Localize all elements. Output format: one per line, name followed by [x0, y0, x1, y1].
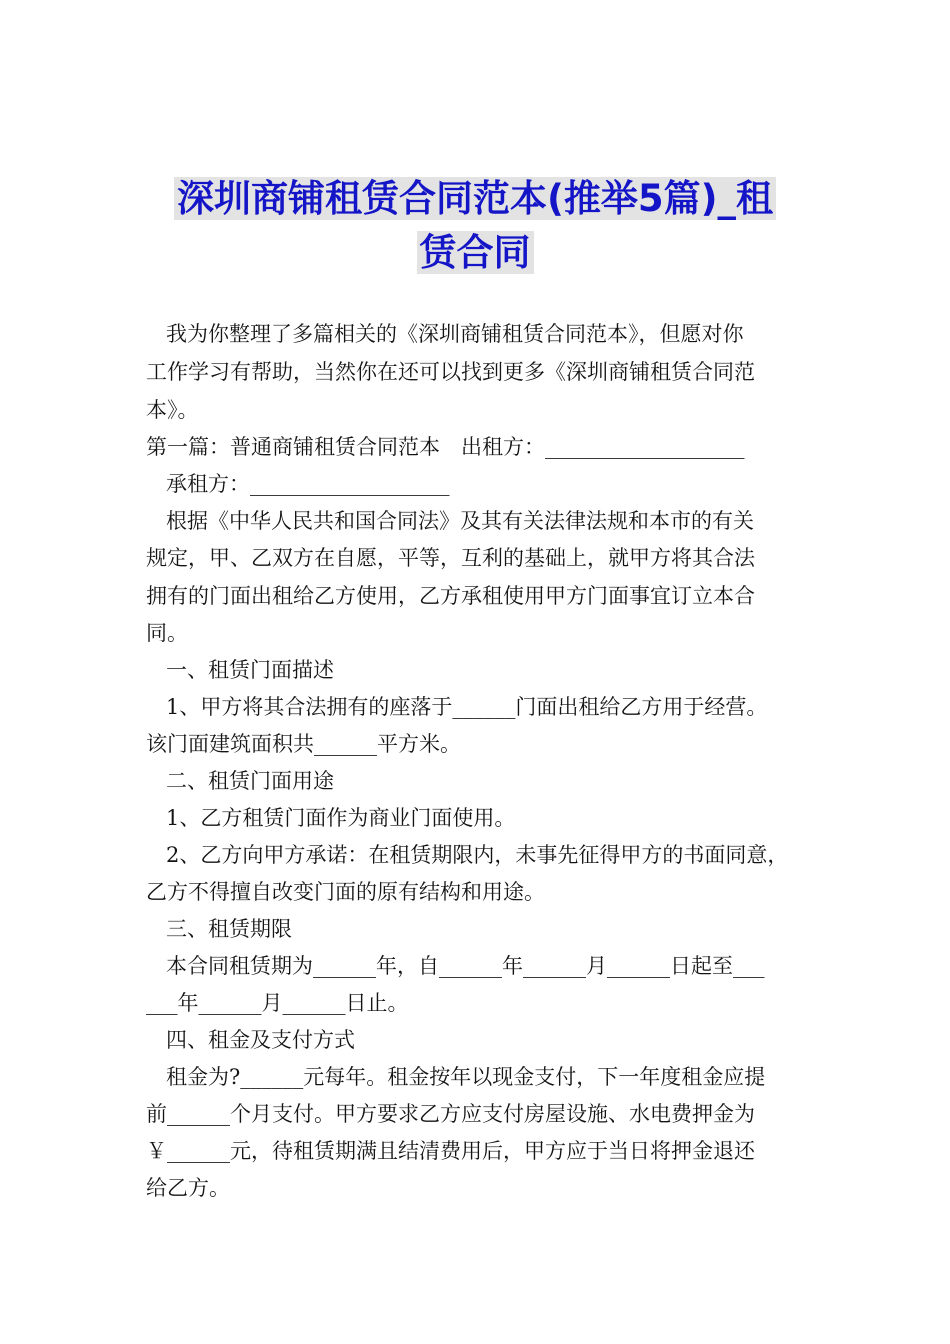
- document-title-line-1: 深圳商铺租赁合同范本(推举5篇)_租: [0, 172, 950, 226]
- tenant-line: 承租方：___________________: [166, 472, 450, 496]
- section-heading-4: 四、租金及支付方式: [166, 1028, 355, 1052]
- intro-line-1: 我为你整理了多篇相关的《深圳商铺租赁合同范本》，但愿对你: [166, 322, 744, 346]
- section-heading-1: 一、租赁门面描述: [166, 658, 334, 682]
- intro-line-2: 工作学习有帮助，当然你在还可以找到更多《深圳商铺租赁合同范: [146, 360, 755, 384]
- clause-line: 该门面建筑面积共______平方米。: [146, 732, 461, 756]
- clause-line: 租金为?______元每年。租金按年以现金支付，下一年度租金应提: [166, 1065, 766, 1089]
- preamble-line-1: 根据《中华人民共和国合同法》及其有关法律法规和本市的有关: [166, 509, 754, 533]
- clause-line: ￥______元，待租赁期满且结清费用后，甲方应于当日将押金退还: [146, 1139, 755, 1163]
- clause-line: ___年______月______日止。: [146, 991, 409, 1015]
- clause-line: 前______个月支付。甲方要求乙方应支付房屋设施、水电费押金为: [146, 1102, 755, 1126]
- section-heading-3: 三、租赁期限: [166, 917, 292, 941]
- section-heading-2: 二、租赁门面用途: [166, 769, 334, 793]
- first-article-heading: 第一篇：普通商铺租赁合同范本 出租方：___________________: [146, 435, 745, 459]
- preamble-line-2: 规定，甲、乙双方在自愿，平等，互利的基础上，就甲方将其合法: [146, 546, 755, 570]
- intro-line-3: 本》。: [146, 398, 199, 422]
- clause-line: 给乙方。: [146, 1176, 230, 1200]
- preamble-line-4: 同。: [146, 621, 188, 645]
- clause-line: 1、甲方将其合法拥有的座落于______门面出租给乙方用于经营。: [166, 695, 768, 719]
- clause-line: 1、乙方租赁门面作为商业门面使用。: [166, 806, 516, 830]
- document-title-line-2: 赁合同: [0, 226, 950, 280]
- preamble-line-3: 拥有的门面出租给乙方使用，乙方承租使用甲方门面事宜订立本合: [146, 584, 755, 608]
- clause-line: 乙方不得擅自改变门面的原有结构和用途。: [146, 880, 545, 904]
- clause-line: 2、乙方向甲方承诺：在租赁期限内，未事先征得甲方的书面同意，: [166, 843, 789, 867]
- clause-line: 本合同租赁期为______年，自______年______月______日起至___: [166, 954, 765, 978]
